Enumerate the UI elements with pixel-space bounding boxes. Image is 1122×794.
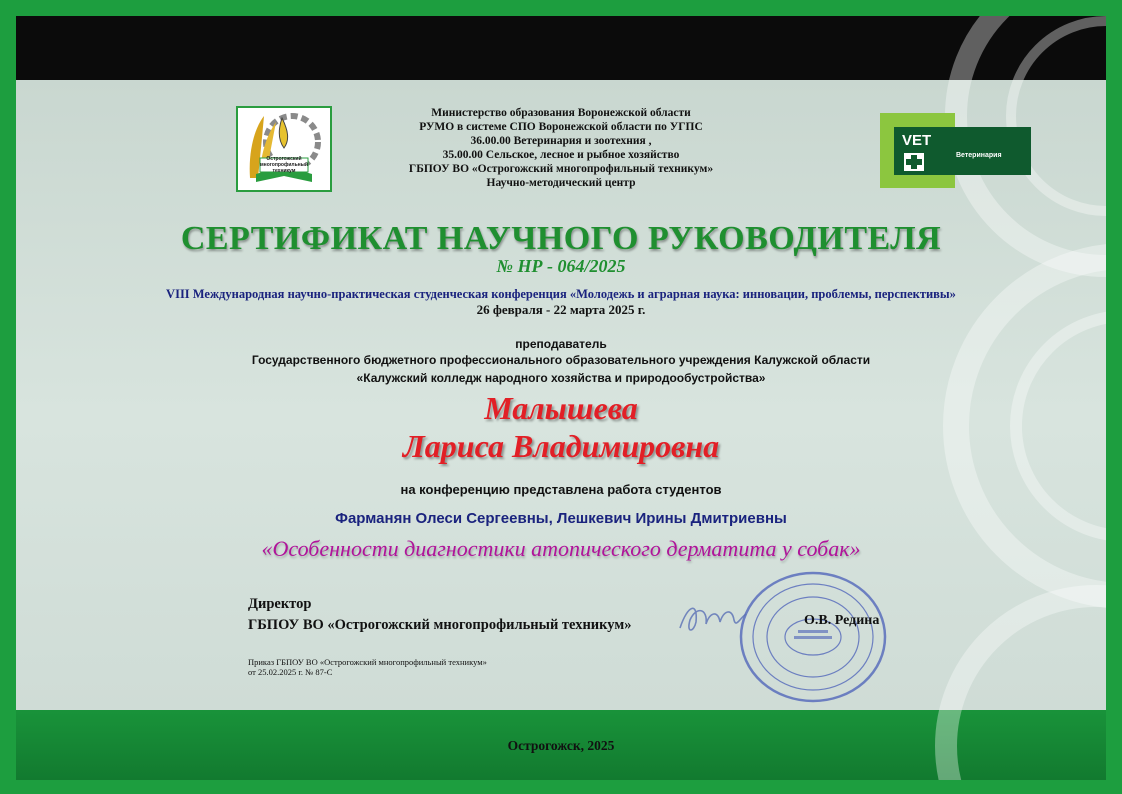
institution-line-1: Государственного бюджетного профессионального образовательного учреждения Калужской области bbox=[251, 353, 871, 367]
vet-label-text: Ветеринария bbox=[956, 152, 1002, 159]
recipient-role: преподаватель bbox=[515, 337, 607, 351]
presented-text: на конференцию представлена работа студентов bbox=[400, 482, 722, 497]
work-topic: «Особенности диагностики атопического дерматита у собак» bbox=[261, 536, 861, 561]
header-line: Научно-методический центр bbox=[486, 177, 636, 189]
order-reference bbox=[248, 657, 487, 677]
header-line: 35.00.00 Сельское, лесное и рыбное хозяйство bbox=[442, 149, 680, 161]
header-line: 36.00.00 Ветеринария и зоотехния , bbox=[470, 135, 652, 147]
header-line: Министерство образования Воронежской области bbox=[431, 107, 691, 119]
student-names: Фарманян Олеси Сергеевны, Лешкевич Ирины Дмитриевны bbox=[335, 510, 787, 527]
college-logo-text: Острогожский многопрофильный техникум bbox=[259, 156, 309, 174]
director-name: О.В. Редина bbox=[804, 613, 880, 628]
organization-header bbox=[0, 106, 1122, 190]
certificate-title: СЕРТИФИКАТ НАУЧНОГО РУКОВОДИТЕЛЯ bbox=[180, 220, 942, 257]
conference-dates: 26 февраля - 22 марта 2025 г. bbox=[476, 302, 646, 317]
director-organization: ГБПОУ ВО «Острогожский многопрофильный техникум» bbox=[248, 617, 632, 633]
header-line: РУМО в системе СПО Воронежской области по УГПС bbox=[419, 121, 703, 133]
order-line: от 25.02.2025 г. № 87-С bbox=[248, 667, 333, 677]
director-title: Директор bbox=[248, 596, 312, 612]
recipient-given-names: Лариса Владимировна bbox=[402, 428, 720, 464]
conference-name: VIII Международная научно-практическая студенческая конференция «Молодежь и аграрная наука: инновации, проблемы, перспективы» bbox=[166, 287, 956, 301]
signature-mark bbox=[676, 598, 748, 640]
vet-badge-text: VET bbox=[902, 132, 932, 149]
institution-line-2: «Калужский колледж народного хозяйства и природообустройства» bbox=[356, 371, 766, 385]
order-line: Приказ ГБПОУ ВО «Острогожский многопрофильный техникум» bbox=[248, 657, 487, 667]
header-line: ГБПОУ ВО «Острогожский многопрофильный техникум» bbox=[408, 163, 714, 175]
city-year: Острогожск, 2025 bbox=[507, 738, 615, 753]
recipient-surname: Малышева bbox=[484, 390, 638, 426]
director-block bbox=[248, 594, 632, 636]
certificate-number: № НР - 064/2025 bbox=[496, 256, 626, 276]
official-stamp bbox=[738, 570, 888, 704]
